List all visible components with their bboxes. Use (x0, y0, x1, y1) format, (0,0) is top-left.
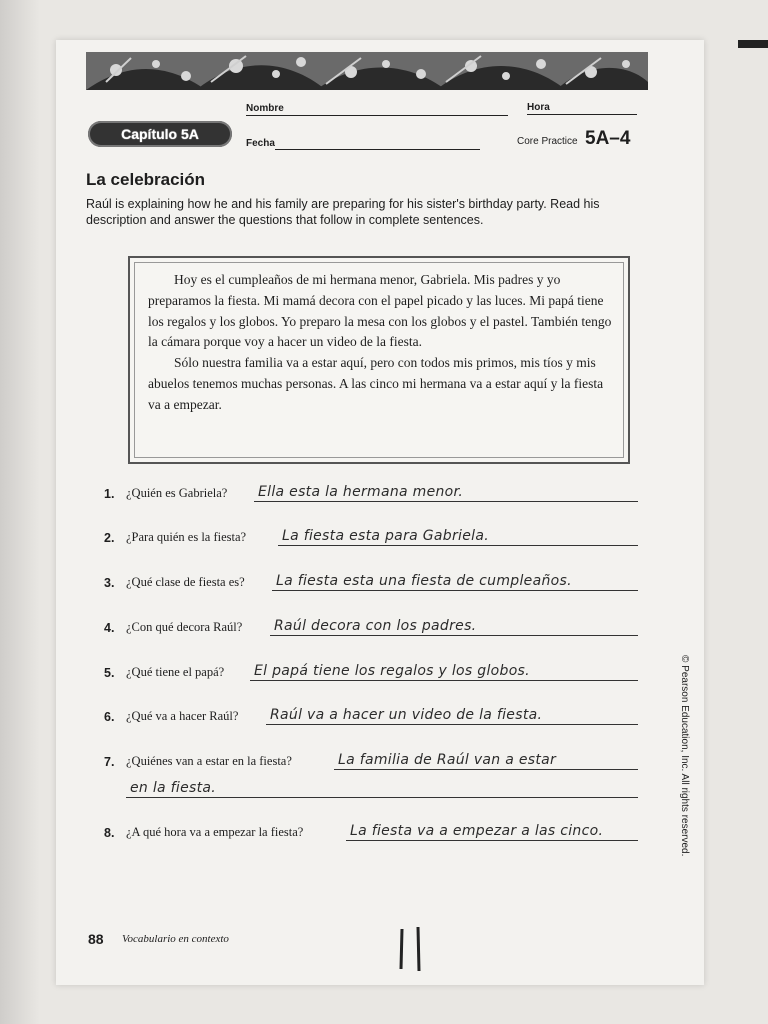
question-3 (104, 575, 245, 590)
chapter-badge (88, 121, 232, 147)
question-text: ¿Con qué decora Raúl? (126, 620, 243, 634)
copyright-notice: © Pearson Education, Inc. All rights reserved. (679, 655, 690, 857)
passage-text (148, 270, 614, 416)
answer-4[interactable]: Raúl decora con los padres. (270, 618, 638, 636)
page-number: 88 (88, 931, 104, 947)
fecha-line (275, 149, 480, 150)
question-2 (104, 530, 246, 545)
hora-label: Hora (527, 102, 550, 113)
fecha-label: Fecha (246, 138, 275, 149)
question-8 (104, 825, 303, 840)
decorative-banner (86, 52, 648, 90)
question-5 (104, 665, 224, 680)
question-number: 2. (104, 531, 115, 545)
answer-1[interactable]: Ella esta la hermana menor. (254, 484, 638, 502)
nombre-line (246, 115, 508, 116)
question-number: 4. (104, 621, 115, 635)
question-number: 8. (104, 826, 115, 840)
question-number: 5. (104, 666, 115, 680)
question-number: 3. (104, 576, 115, 590)
question-6 (104, 709, 238, 724)
question-text: ¿A qué hora va a empezar la fiesta? (126, 825, 304, 839)
question-7 (104, 754, 292, 769)
answer-6[interactable]: Raúl va a hacer un video de la fiesta. (266, 707, 638, 725)
nombre-label: Nombre (246, 103, 284, 114)
question-text: ¿Quiénes van a estar en la fiesta? (126, 754, 292, 768)
question-number: 6. (104, 710, 115, 724)
core-practice-code: 5A–4 (585, 128, 631, 149)
passage-paragraph-1: Hoy es el cumpleaños de mi hermana menor, Gabriela. Mis padres y yo preparamos la fiesta. Mi mamá decora con el papel picado y las luces. Mi papá tiene los regalos y los globos. Yo preparo la mesa con los globos y el pastel. También tengo la cámara porque voy a hacer un video de la fiesta. (148, 272, 612, 350)
question-text: ¿Qué clase de fiesta es? (126, 575, 245, 589)
scan-edge-mark (738, 40, 768, 48)
answer-8[interactable]: La fiesta va a empezar a las cinco. (346, 823, 638, 841)
answer-5[interactable]: El papá tiene los regalos y los globos. (250, 663, 638, 681)
question-1 (104, 486, 227, 501)
hora-line (527, 114, 637, 115)
core-practice-label: Core Practice (517, 136, 578, 147)
passage-box (128, 256, 630, 464)
section-title: La celebración (86, 170, 206, 189)
passage-paragraph-2: Sólo nuestra familia va a estar aquí, pero con todos mis primos, mis tíos y mis abuelos tenemos muchas personas. A las cinco mi hermana va a estar aquí y la fiesta va a empezar. (148, 355, 604, 412)
instructions: Raúl is explaining how he and his family are preparing for his sister's birthday party. Read his description and answer the questions that follow in complete sentences. (86, 197, 600, 227)
question-number: 1. (104, 487, 115, 501)
footer-subtitle: Vocabulario en contexto (122, 933, 229, 945)
answer-3[interactable]: La fiesta esta una fiesta de cumpleaños. (272, 573, 638, 591)
scan-shadow (0, 0, 40, 1024)
question-text: ¿Para quién es la fiesta? (126, 530, 247, 544)
question-text: ¿Qué va a hacer Raúl? (126, 709, 239, 723)
answer-2[interactable]: La fiesta esta para Gabriela. (278, 528, 638, 546)
chapter-label: Capítulo 5A (121, 126, 199, 142)
question-number: 7. (104, 755, 115, 769)
handwritten-tally-mark (392, 925, 432, 975)
question-text: ¿Quién es Gabriela? (126, 486, 228, 500)
question-4 (104, 620, 242, 635)
answer-7-line-1[interactable]: La familia de Raúl van a estar (334, 752, 638, 770)
question-text: ¿Qué tiene el papá? (126, 665, 225, 679)
answer-7-line-2[interactable]: en la fiesta. (126, 780, 638, 798)
